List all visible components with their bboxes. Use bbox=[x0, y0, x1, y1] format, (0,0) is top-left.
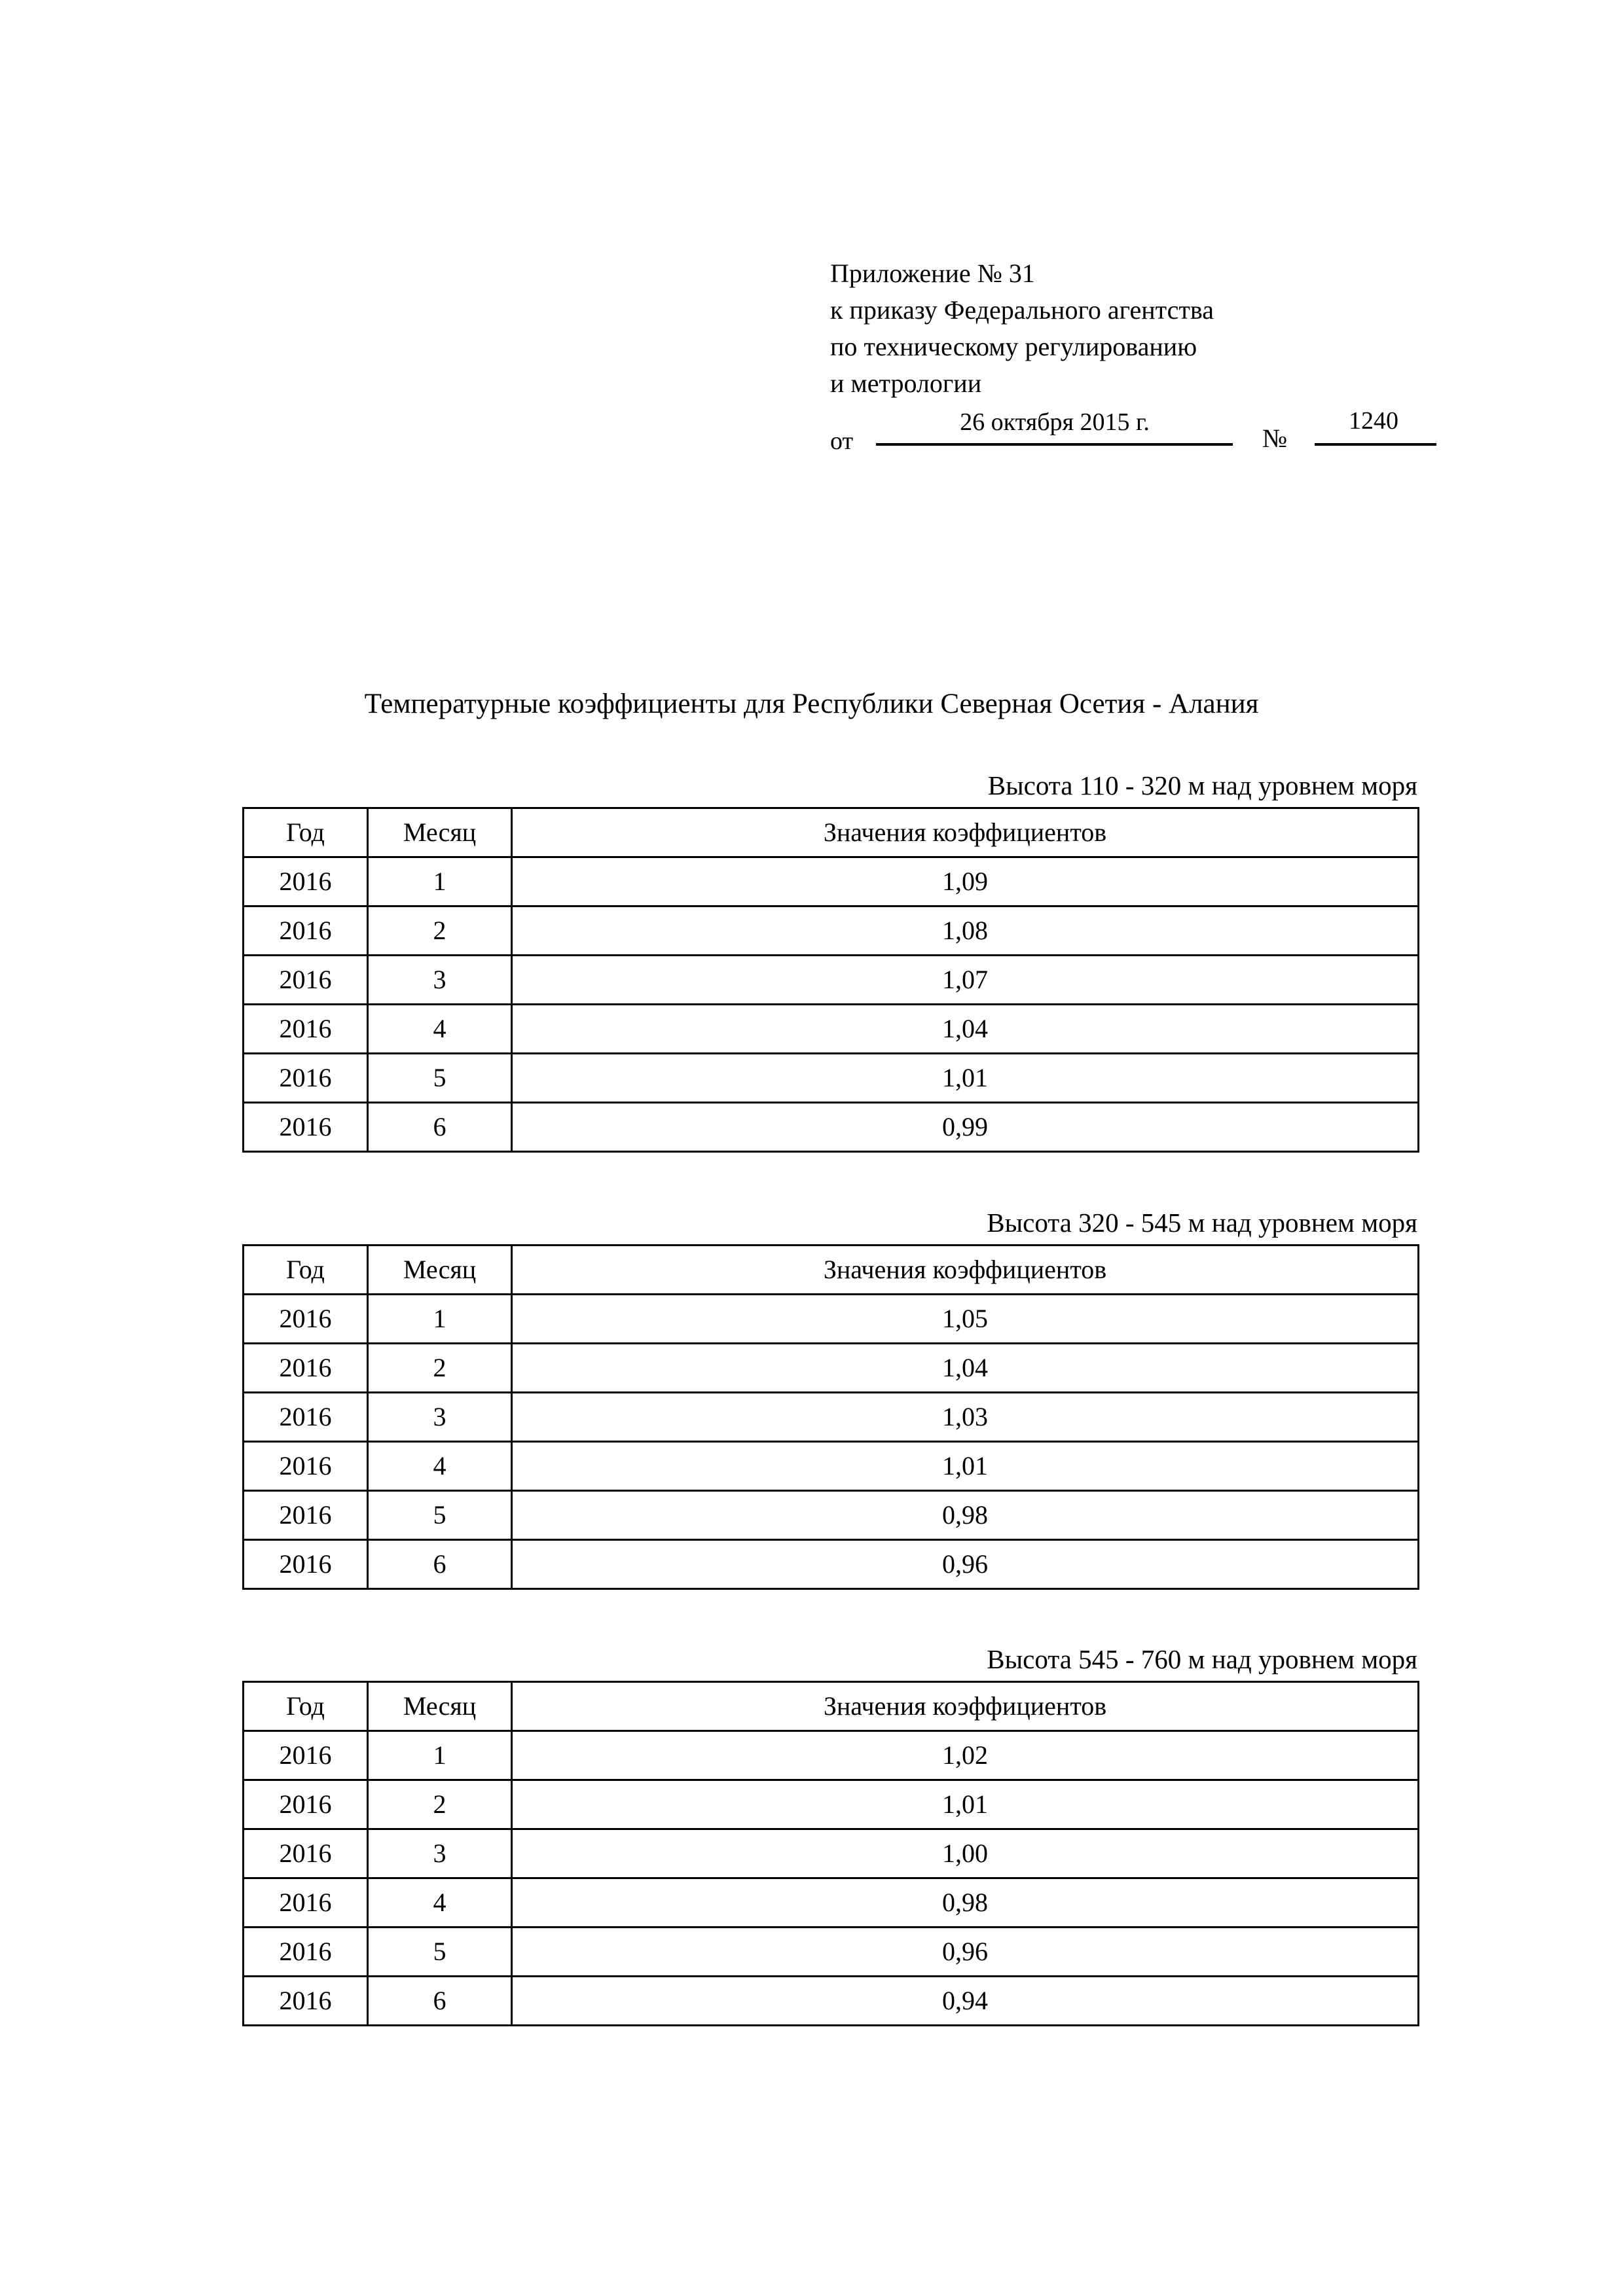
cell-year: 2016 bbox=[244, 1928, 368, 1977]
table-row bbox=[244, 857, 1419, 906]
cell-value: 0,96 bbox=[512, 1928, 1419, 1977]
appendix-header bbox=[830, 255, 1459, 458]
cell-month: 3 bbox=[368, 956, 512, 1005]
page-title: Температурные коэффициенты для Республики Северная Осетия - Алания bbox=[364, 689, 1259, 719]
table-row bbox=[244, 1928, 1419, 1977]
column-header-year: Год bbox=[244, 1682, 368, 1731]
cell-value: 0,98 bbox=[512, 1878, 1419, 1928]
table-row bbox=[244, 1103, 1419, 1152]
cell-month: 6 bbox=[368, 1977, 512, 2026]
cell-month: 1 bbox=[368, 1295, 512, 1344]
cell-year: 2016 bbox=[244, 1344, 368, 1393]
altitude-section-2 bbox=[242, 1206, 1417, 1590]
table-header-row bbox=[244, 1682, 1419, 1731]
coefficients-table-3 bbox=[242, 1681, 1419, 2026]
table-row bbox=[244, 1540, 1419, 1589]
cell-year: 2016 bbox=[244, 1491, 368, 1540]
altitude-range-caption: Высота 320 - 545 м над уровнем моря bbox=[987, 1208, 1417, 1238]
table-row bbox=[244, 1829, 1419, 1878]
cell-year: 2016 bbox=[244, 1295, 368, 1344]
cell-value: 1,02 bbox=[512, 1731, 1419, 1780]
cell-value: 0,99 bbox=[512, 1103, 1419, 1152]
cell-year: 2016 bbox=[244, 1731, 368, 1780]
altitude-range-caption: Высота 110 - 320 м над уровнем моря bbox=[987, 770, 1417, 800]
cell-year: 2016 bbox=[244, 1829, 368, 1878]
cell-month: 5 bbox=[368, 1928, 512, 1977]
table-row bbox=[244, 1731, 1419, 1780]
altitude-section-3 bbox=[242, 1643, 1417, 2026]
table-row bbox=[244, 1054, 1419, 1103]
table-row bbox=[244, 1393, 1419, 1442]
table-row bbox=[244, 1442, 1419, 1491]
order-date-value: 26 октября 2015 г. bbox=[960, 408, 1150, 436]
appendix-number-line: Приложение № 31 bbox=[830, 259, 1035, 288]
column-header-year: Год bbox=[244, 1246, 368, 1295]
coefficients-table-1 bbox=[242, 807, 1419, 1153]
column-header-value: Значения коэффициентов bbox=[512, 808, 1419, 857]
cell-year: 2016 bbox=[244, 1442, 368, 1491]
cell-year: 2016 bbox=[244, 1005, 368, 1054]
table-row bbox=[244, 1977, 1419, 2026]
cell-year: 2016 bbox=[244, 906, 368, 956]
cell-value: 1,08 bbox=[512, 906, 1419, 956]
table-row bbox=[244, 956, 1419, 1005]
date-underline bbox=[876, 443, 1233, 446]
date-label: от bbox=[830, 427, 854, 455]
table-header-row bbox=[244, 1246, 1419, 1295]
column-header-month: Месяц bbox=[368, 1246, 512, 1295]
cell-month: 2 bbox=[368, 1780, 512, 1829]
cell-value: 1,00 bbox=[512, 1829, 1419, 1878]
cell-month: 5 bbox=[368, 1491, 512, 1540]
issuing-authority-line-3: и метрологии bbox=[830, 368, 982, 398]
cell-value: 1,05 bbox=[512, 1295, 1419, 1344]
column-header-month: Месяц bbox=[368, 808, 512, 857]
cell-month: 4 bbox=[368, 1005, 512, 1054]
cell-month: 3 bbox=[368, 1829, 512, 1878]
cell-value: 0,94 bbox=[512, 1977, 1419, 2026]
cell-value: 1,01 bbox=[512, 1442, 1419, 1491]
cell-value: 1,01 bbox=[512, 1780, 1419, 1829]
column-header-value: Значения коэффициентов bbox=[512, 1682, 1419, 1731]
table-row bbox=[244, 906, 1419, 956]
cell-year: 2016 bbox=[244, 1780, 368, 1829]
altitude-range-caption: Высота 545 - 760 м над уровнем моря bbox=[987, 1644, 1417, 1674]
cell-year: 2016 bbox=[244, 956, 368, 1005]
cell-value: 0,98 bbox=[512, 1491, 1419, 1540]
cell-year: 2016 bbox=[244, 1878, 368, 1928]
cell-month: 5 bbox=[368, 1054, 512, 1103]
cell-year: 2016 bbox=[244, 857, 368, 906]
cell-value: 1,04 bbox=[512, 1005, 1419, 1054]
cell-month: 4 bbox=[368, 1878, 512, 1928]
cell-value: 1,03 bbox=[512, 1393, 1419, 1442]
cell-value: 0,96 bbox=[512, 1540, 1419, 1589]
cell-year: 2016 bbox=[244, 1977, 368, 2026]
cell-month: 1 bbox=[368, 1731, 512, 1780]
cell-month: 1 bbox=[368, 857, 512, 906]
cell-month: 4 bbox=[368, 1442, 512, 1491]
cell-value: 1,01 bbox=[512, 1054, 1419, 1103]
number-sign-label: № bbox=[1262, 423, 1288, 453]
column-header-value: Значения коэффициентов bbox=[512, 1246, 1419, 1295]
order-date-number-row bbox=[830, 406, 1459, 458]
issuing-authority-line-2: по техническому регулированию bbox=[830, 332, 1197, 361]
cell-year: 2016 bbox=[244, 1054, 368, 1103]
cell-month: 2 bbox=[368, 1344, 512, 1393]
cell-month: 3 bbox=[368, 1393, 512, 1442]
table-row bbox=[244, 1344, 1419, 1393]
cell-year: 2016 bbox=[244, 1103, 368, 1152]
table-row bbox=[244, 1005, 1419, 1054]
table-row bbox=[244, 1878, 1419, 1928]
cell-value: 1,04 bbox=[512, 1344, 1419, 1393]
cell-year: 2016 bbox=[244, 1393, 368, 1442]
cell-value: 1,07 bbox=[512, 956, 1419, 1005]
cell-month: 2 bbox=[368, 906, 512, 956]
column-header-year: Год bbox=[244, 808, 368, 857]
table-header-row bbox=[244, 808, 1419, 857]
table-row bbox=[244, 1295, 1419, 1344]
coefficients-table-2 bbox=[242, 1244, 1419, 1590]
number-underline bbox=[1315, 443, 1436, 446]
altitude-section-1 bbox=[242, 769, 1417, 1153]
table-row bbox=[244, 1491, 1419, 1540]
column-header-month: Месяц bbox=[368, 1682, 512, 1731]
issuing-authority-line-1: к приказу Федерального агентства bbox=[830, 295, 1214, 325]
cell-year: 2016 bbox=[244, 1540, 368, 1589]
order-number-value: 1240 bbox=[1349, 407, 1398, 435]
cell-month: 6 bbox=[368, 1103, 512, 1152]
table-row bbox=[244, 1780, 1419, 1829]
cell-month: 6 bbox=[368, 1540, 512, 1589]
cell-value: 1,09 bbox=[512, 857, 1419, 906]
